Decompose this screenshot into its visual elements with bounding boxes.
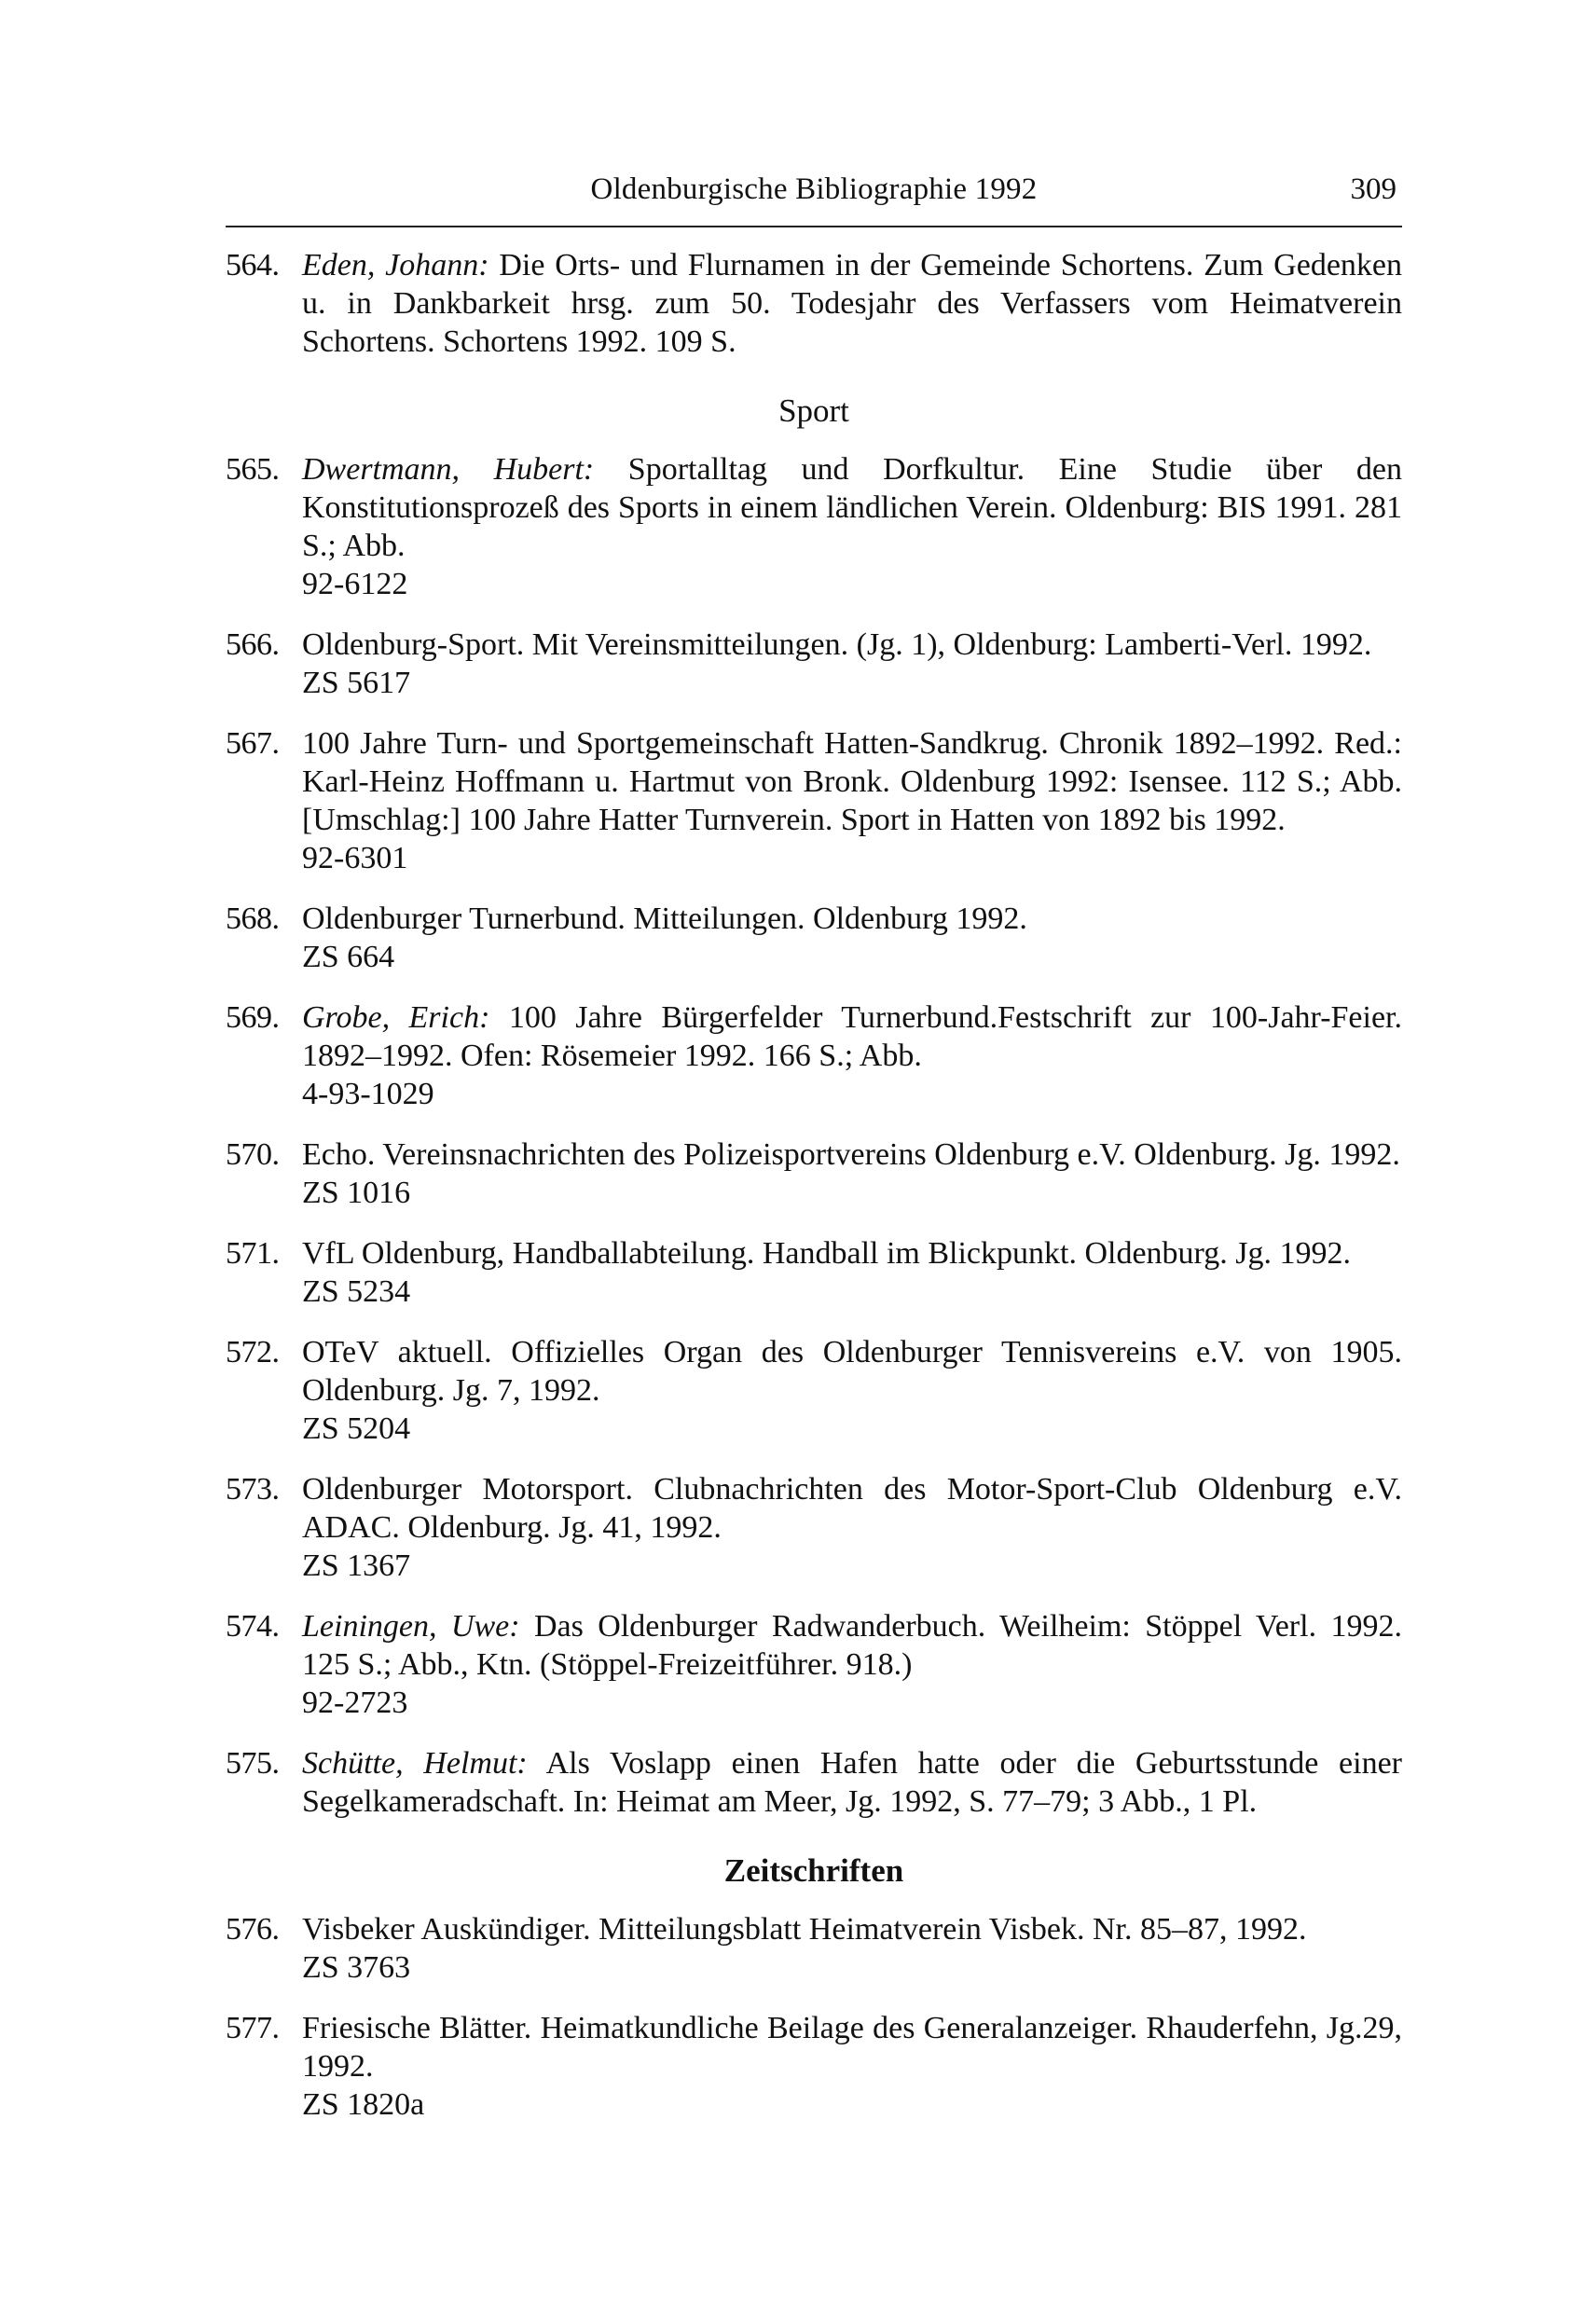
entry-text: Oldenburger Turnerbund. Mitteilungen. Oldenburg 1992.: [302, 901, 1027, 936]
running-head-title: Oldenburgische Bibliographie 1992: [590, 172, 1038, 206]
entry-text: Als Voslapp einen Hafen hatte oder die Geburtsstunde einer Segelkameradschaft. In: Heimat am Meer, Jg. 1992, S. 77–79; 3 Abb., 1 Pl.: [302, 1746, 1402, 1819]
entry-group-c: [226, 1910, 1402, 2124]
bibliography-entry: [226, 998, 1402, 1113]
entry-text: Oldenburger Motorsport. Clubnachrichten des Motor-Sport-Club Oldenburg e.V. ADAC. Oldenburg. Jg. 41, 1992.: [302, 1472, 1402, 1545]
bibliography-entry: [226, 2009, 1402, 2124]
entry-signature: ZS 1820a: [302, 2087, 425, 2122]
entry-citation: [302, 450, 1402, 565]
entry-number: 575.: [226, 1746, 280, 1781]
entry-body: [268, 2009, 1402, 2124]
bibliography-entry: [226, 626, 1402, 702]
entry-text: Die Orts- und Flurnamen in der Gemeinde Schortens. Zum Gedenken u. in Dankbarkeit hrsg. zum 50. Todesjahr des Verfassers vom Heimatverein Schortens. Schortens 1992. 109 S.: [302, 248, 1403, 359]
entry-citation: [302, 626, 1402, 664]
page-number: 309: [1350, 172, 1396, 206]
entry-citation: [302, 246, 1402, 361]
entry-group-b: [226, 450, 1402, 1821]
entry-body: [268, 1234, 1402, 1311]
entries-list: [226, 246, 1402, 2124]
entry-author: Eden, Johann:: [302, 248, 489, 282]
entry-number: 576.: [226, 1912, 280, 1947]
entry-text: Das Oldenburger Radwanderbuch. Weilheim: Stöppel Verl. 1992. 125 S.; Abb., Ktn. (Stöppel-Freizeitführer. 918.): [302, 1609, 1402, 1682]
entry-number: 568.: [226, 901, 280, 936]
section-heading-sport: Sport: [778, 392, 849, 429]
entry-citation: [302, 724, 1402, 839]
bibliography-entry: [226, 1744, 1402, 1821]
entry-signature: ZS 664: [302, 940, 395, 974]
bibliography-entry: [226, 1135, 1402, 1212]
entry-body: [268, 626, 1402, 702]
bibliography-entry: [226, 1607, 1402, 1722]
entry-author: Leiningen, Uwe:: [302, 1609, 520, 1644]
entry-citation: [302, 2009, 1402, 2085]
entry-number: 573.: [226, 1472, 280, 1507]
entry-author: Dwertmann, Hubert:: [302, 452, 595, 487]
entry-body: [268, 1744, 1402, 1821]
entry-signature: 92-6301: [302, 841, 408, 875]
entry-signature: ZS 5204: [302, 1411, 411, 1446]
entry-number: 572.: [226, 1335, 280, 1369]
entry-signature: 92-2723: [302, 1686, 408, 1720]
entry-number: 577.: [226, 2011, 280, 2045]
entry-body: [268, 900, 1402, 976]
entry-number: 566.: [226, 627, 280, 662]
entry-body: [268, 450, 1402, 603]
entry-body: [268, 246, 1402, 361]
entry-number: 570.: [226, 1137, 280, 1172]
bibliography-entry: [226, 1333, 1402, 1448]
entry-text: OTeV aktuell. Offizielles Organ des Oldenburger Tennisvereins e.V. von 1905. Oldenburg. Jg. 7, 1992.: [302, 1335, 1402, 1408]
entry-author: Grobe, Erich:: [302, 1000, 490, 1035]
header-rule: [226, 226, 1402, 227]
bibliography-entry: [226, 1234, 1402, 1311]
entry-body: [268, 1470, 1402, 1585]
entry-text: Sportalltag und Dorfkultur. Eine Studie über den Konstitutionsprozeß des Sports in einem ländlichen Verein. Oldenburg: BIS 1991. 281 S.; Abb.: [302, 452, 1403, 563]
entry-group-a: [226, 246, 1402, 361]
bibliography-entry: [226, 246, 1402, 361]
entry-signature: 4-93-1029: [302, 1077, 434, 1111]
entry-signature: ZS 3763: [302, 1950, 411, 1985]
entry-citation: [302, 1135, 1402, 1174]
entry-signature: ZS 1367: [302, 1548, 411, 1583]
entry-body: [268, 998, 1402, 1113]
entry-text: Oldenburg-Sport. Mit Vereinsmitteilungen. (Jg. 1), Oldenburg: Lamberti-Verl. 1992.: [302, 627, 1372, 662]
entry-signature: ZS 5234: [302, 1274, 411, 1309]
bibliography-entry: [226, 900, 1402, 976]
entry-citation: [302, 1607, 1402, 1684]
entry-body: [268, 724, 1402, 877]
entry-text: 100 Jahre Turn- und Sportgemeinschaft Hatten-Sandkrug. Chronik 1892–1992. Red.: Karl-Heinz Hoffmann u. Hartmut von Bronk. Oldenburg 1992: Isensee. 112 S.; Abb. [Umschlag:] 100 Jahre Hatter Turnverein. Sport in Hatten von 1892 bis 1992.: [302, 726, 1402, 837]
entry-citation: [302, 1910, 1402, 1948]
bibliography-entry: [226, 1470, 1402, 1585]
section-heading-zeitschriften: Zeitschriften: [723, 1852, 904, 1889]
entry-text: Visbeker Auskündiger. Mitteilungsblatt Heimatverein Visbek. Nr. 85–87, 1992.: [302, 1912, 1307, 1947]
bibliography-entry: [226, 450, 1402, 603]
entry-text: VfL Oldenburg, Handballabteilung. Handball im Blickpunkt. Oldenburg. Jg. 1992.: [302, 1236, 1351, 1271]
bibliography-entry: [226, 1910, 1402, 1987]
entry-signature: ZS 1016: [302, 1176, 411, 1210]
entry-citation: [302, 1333, 1402, 1410]
entry-citation: [302, 1470, 1402, 1547]
entry-signature: ZS 5617: [302, 666, 411, 700]
entry-citation: [302, 1234, 1402, 1273]
entry-number: 571.: [226, 1236, 280, 1271]
entry-body: [268, 1607, 1402, 1722]
bibliography-entry: [226, 724, 1402, 877]
entry-signature: 92-6122: [302, 567, 408, 601]
entry-number: 564.: [226, 248, 280, 282]
entry-number: 574.: [226, 1609, 280, 1644]
bibliography-page: [226, 166, 1402, 2146]
entry-number: 565.: [226, 452, 280, 487]
entry-number: 567.: [226, 726, 280, 761]
entry-citation: [302, 1744, 1402, 1821]
entry-text: 100 Jahre Bürgerfelder Turnerbund.Festschrift zur 100-Jahr-Feier. 1892–1992. Ofen: Rösemeier 1992. 166 S.; Abb.: [302, 1000, 1403, 1073]
entry-text: Echo. Vereinsnachrichten des Polizeisportvereins Oldenburg e.V. Oldenburg. Jg. 1992.: [302, 1137, 1400, 1172]
entry-citation: [302, 900, 1402, 938]
entry-body: [268, 1333, 1402, 1448]
entry-number: 569.: [226, 1000, 280, 1035]
entry-body: [268, 1910, 1402, 1987]
entry-body: [268, 1135, 1402, 1212]
entry-author: Schütte, Helmut:: [302, 1746, 528, 1781]
entry-text: Friesische Blätter. Heimatkundliche Beilage des Generalanzeiger. Rhauderfehn, Jg.29, 1992.: [302, 2011, 1402, 2084]
entry-citation: [302, 998, 1402, 1075]
running-head: [226, 166, 1402, 213]
